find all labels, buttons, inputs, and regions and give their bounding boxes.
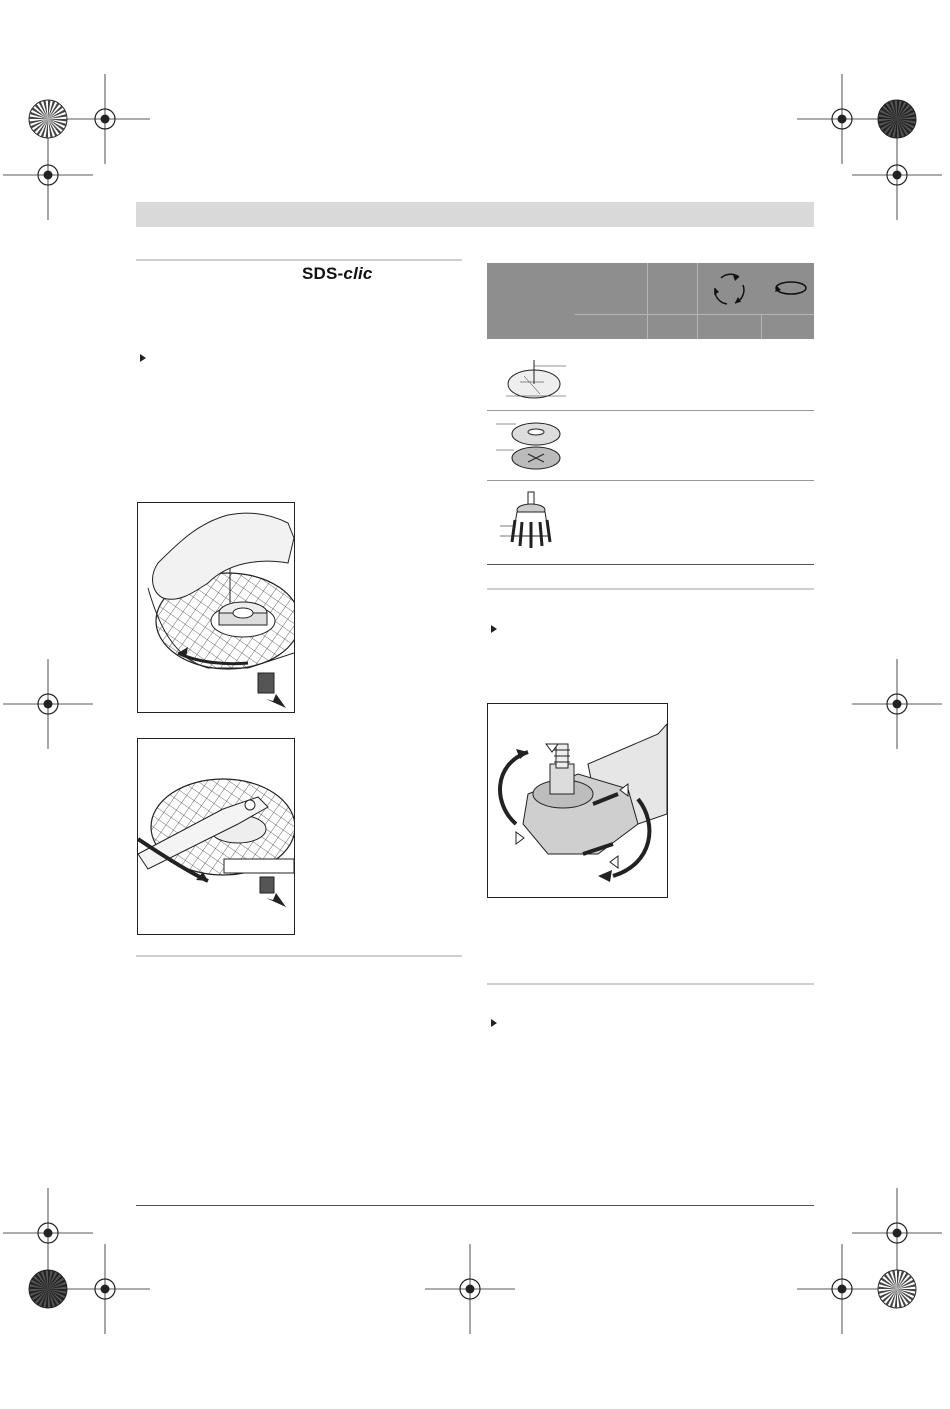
registration-starburst-icon bbox=[878, 100, 916, 138]
registration-starburst-icon bbox=[29, 100, 67, 138]
sds-clic-logo bbox=[302, 264, 373, 284]
rotation-arrow-icon bbox=[773, 277, 809, 299]
table-header-col-sep-3 bbox=[761, 314, 762, 339]
registration-mark-icon bbox=[60, 1244, 150, 1334]
section-rule-left-bottom bbox=[136, 955, 462, 957]
figure-spanner bbox=[137, 738, 295, 935]
registration-mark-icon bbox=[852, 1188, 942, 1278]
gear-head-rotation-illustration bbox=[488, 704, 667, 897]
table-row-separator-2 bbox=[487, 480, 814, 481]
sds-logo-prefix: SDS- bbox=[302, 264, 344, 283]
table-bottom-line bbox=[487, 564, 814, 565]
figure-gear-head bbox=[487, 703, 668, 898]
cup-brush-thumbnail bbox=[500, 490, 560, 560]
registration-mark-icon bbox=[425, 1244, 515, 1334]
triangle-bullet-icon bbox=[491, 625, 497, 633]
table-row-separator-1 bbox=[487, 410, 814, 411]
flap-disc-thumbnail bbox=[496, 418, 572, 474]
spanner-loosening-disc-illustration bbox=[138, 739, 294, 934]
footer-rule bbox=[136, 1205, 814, 1206]
registration-mark-icon bbox=[3, 1188, 93, 1278]
registration-mark-icon bbox=[852, 130, 942, 220]
figure-disc-hand bbox=[137, 502, 295, 713]
registration-mark-icon bbox=[797, 1244, 887, 1334]
recycle-arrows-icon bbox=[709, 268, 749, 310]
section-rule-left-top bbox=[136, 259, 462, 261]
header-bar bbox=[136, 202, 814, 227]
section-rule-right-1 bbox=[487, 588, 814, 590]
table-header-divider bbox=[575, 314, 814, 315]
registration-mark-icon bbox=[3, 130, 93, 220]
registration-mark-icon bbox=[3, 659, 93, 749]
registration-mark-icon bbox=[60, 74, 150, 164]
table-header-col-sep-1 bbox=[647, 263, 648, 339]
grinding-disc-thumbnail bbox=[500, 356, 570, 402]
table-header bbox=[487, 263, 814, 339]
triangle-bullet-icon bbox=[491, 1019, 497, 1027]
sds-logo-suffix: clic bbox=[343, 264, 373, 283]
table-header-col-sep-2 bbox=[697, 263, 698, 339]
triangle-bullet-icon bbox=[140, 354, 146, 362]
registration-mark-icon bbox=[852, 659, 942, 749]
registration-starburst-icon bbox=[878, 1270, 916, 1308]
registration-mark-icon bbox=[797, 74, 887, 164]
section-rule-right-2 bbox=[487, 983, 814, 985]
registration-starburst-icon bbox=[29, 1270, 67, 1308]
grinding-disc-with-hand-illustration bbox=[138, 503, 294, 712]
